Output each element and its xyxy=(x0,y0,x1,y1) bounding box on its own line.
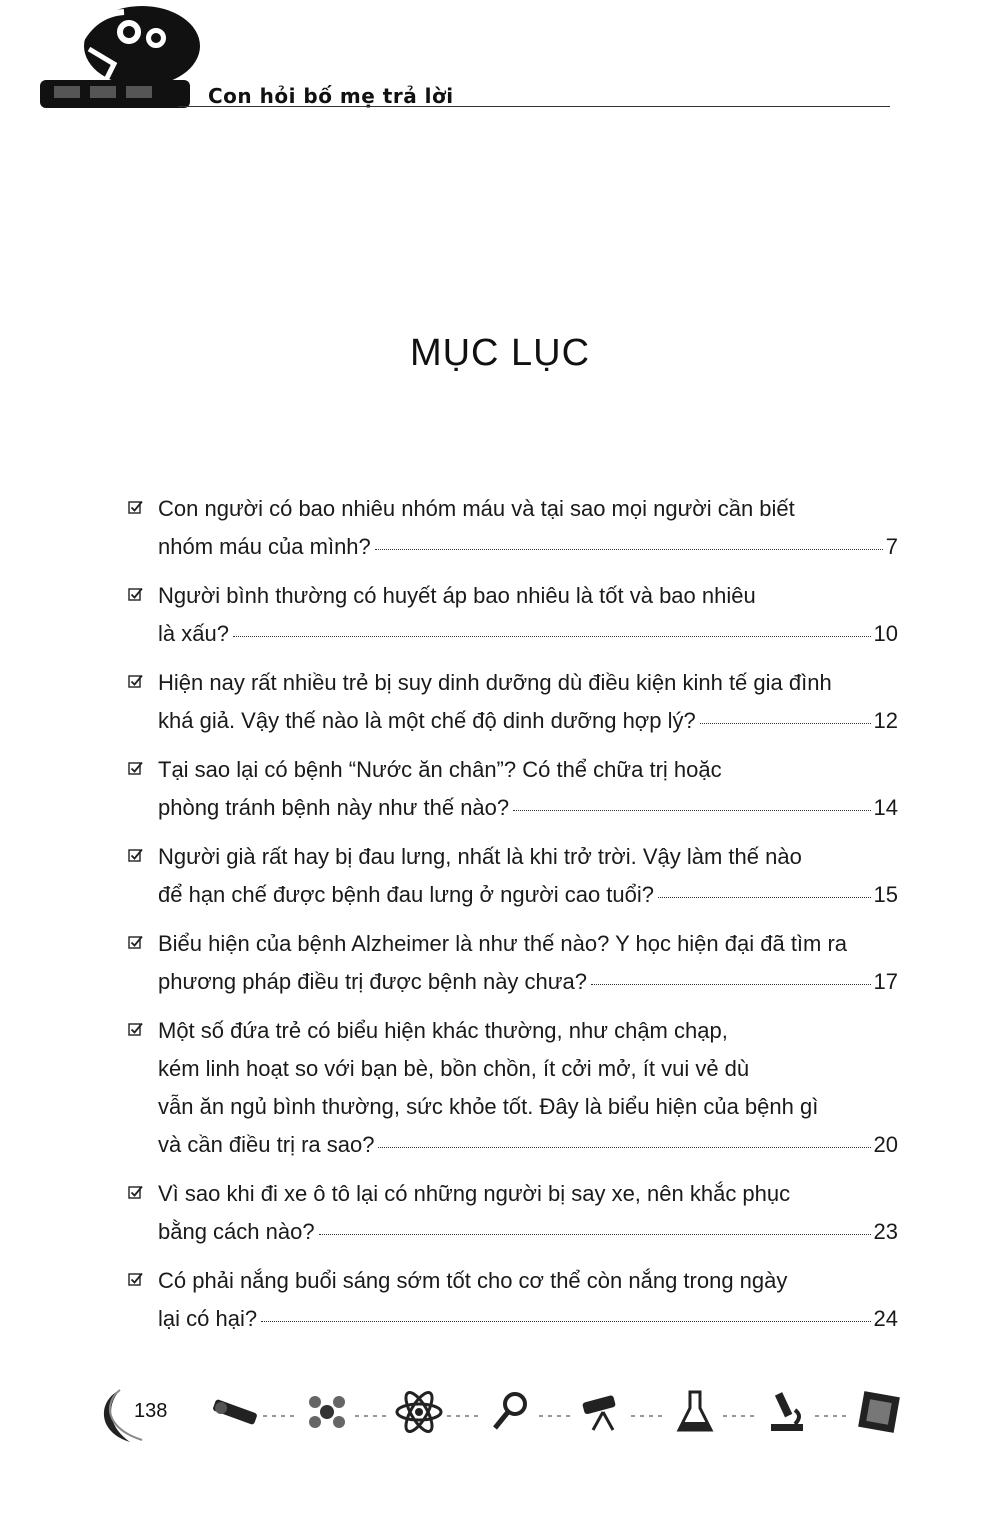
toc-entry[interactable] xyxy=(128,751,898,827)
flask-icon xyxy=(679,1392,711,1430)
dot-leader xyxy=(261,1321,870,1322)
toc-entry[interactable] xyxy=(128,664,898,740)
microscope-icon xyxy=(771,1392,803,1431)
toc-entry-text: phòng tránh bệnh này như thế nào? xyxy=(158,795,510,820)
toc-page-number: 14 xyxy=(873,795,898,820)
toc-entry-text: nhóm máu của mình? xyxy=(158,534,371,559)
dot-leader xyxy=(700,723,871,724)
toc-entry-text: Một số đứa trẻ có biểu hiện khác thường, như chậm chạp, xyxy=(158,1018,728,1043)
toc-entry-text: là xấu? xyxy=(158,621,229,646)
atom-icon xyxy=(397,1389,441,1435)
toc-entry-last-line xyxy=(158,1300,898,1338)
toc-entry-text: Có phải nắng buổi sáng sớm tốt cho cơ thể còn nắng trong ngày xyxy=(158,1268,788,1293)
toc-entry-text: Con người có bao nhiêu nhóm máu và tại sao mọi người cần biết xyxy=(158,496,795,521)
toc-entry-text: Vì sao khi đi xe ô tô lại có những người bị say xe, nên khắc phục xyxy=(158,1181,791,1206)
page-header xyxy=(30,0,900,120)
telescope-icon xyxy=(582,1395,616,1430)
toc-entry-text: và cần điều trị ra sao? xyxy=(158,1132,375,1157)
toc-entry[interactable] xyxy=(128,577,898,653)
toc-entry[interactable] xyxy=(128,925,898,1001)
toc-entry-last-line xyxy=(158,963,898,1001)
toc-entry-text: Hiện nay rất nhiều trẻ bị suy dinh dưỡng dù điều kiện kinh tế gia đình xyxy=(158,670,832,695)
toc-entry-text: Người già rất hay bị đau lưng, nhất là khi trở trời. Vậy làm thế nào xyxy=(158,844,802,869)
toc-entry-last-line xyxy=(158,702,898,740)
page-footer xyxy=(90,1380,910,1450)
toc-page-number: 7 xyxy=(885,534,898,559)
checkbox-checked-icon xyxy=(128,935,143,950)
checkbox-checked-icon xyxy=(128,674,143,689)
computer-chip-icon xyxy=(858,1391,900,1433)
toc-list xyxy=(128,490,898,1349)
toc-entry-last-line xyxy=(158,876,898,914)
dot-leader xyxy=(375,549,883,550)
checkbox-checked-icon xyxy=(128,1272,143,1287)
dot-leader xyxy=(513,810,870,811)
toc-entry[interactable] xyxy=(128,490,898,566)
toc-title: MỤC LỤC xyxy=(409,332,591,374)
toc-entry-text: Người bình thường có huyết áp bao nhiêu là tốt và bao nhiêu xyxy=(158,583,756,608)
toc-entry-last-line xyxy=(158,615,898,653)
page-number: 138 xyxy=(134,1400,168,1422)
toc-entry-text: Tại sao lại có bệnh “Nước ăn chân”? Có thể chữa trị hoặc xyxy=(158,757,722,782)
dot-leader xyxy=(591,984,871,985)
dot-leader xyxy=(233,636,871,637)
toc-entry-text: phương pháp điều trị được bệnh này chưa? xyxy=(158,969,587,994)
dot-leader xyxy=(658,897,871,898)
toc-entry[interactable] xyxy=(128,1262,898,1338)
checkbox-checked-icon xyxy=(128,1022,143,1037)
toc-page-number: 23 xyxy=(873,1219,898,1244)
science-icons-strip xyxy=(205,1380,905,1450)
header-divider xyxy=(178,106,890,107)
toc-page-number: 20 xyxy=(873,1132,898,1157)
toc-entry-last-line xyxy=(158,789,898,827)
checkbox-checked-icon xyxy=(128,500,143,515)
toc-page-number: 10 xyxy=(873,621,898,646)
molecule-icon xyxy=(309,1396,345,1428)
toc-entry-text: Biểu hiện của bệnh Alzheimer là như thế nào? Y học hiện đại đã tìm ra xyxy=(158,931,848,956)
toc-entry-text: khá giả. Vậy thế nào là một chế độ dinh dưỡng hợp lý? xyxy=(158,708,696,733)
checkbox-checked-icon xyxy=(128,848,143,863)
scientist-mascot-icon xyxy=(34,4,204,112)
toc-entry[interactable] xyxy=(128,1175,898,1251)
toc-page-number: 17 xyxy=(873,969,898,994)
satellite-icon xyxy=(212,1399,257,1425)
header-title: Con hỏi bố mẹ trả lời xyxy=(208,84,454,108)
toc-entry-text: để hạn chế được bệnh đau lưng ở người cao tuổi? xyxy=(158,882,655,907)
toc-entry-text: kém linh hoạt so với bạn bè, bồn chồn, ít cởi mở, ít vui vẻ dù xyxy=(158,1056,750,1081)
dot-leader xyxy=(378,1147,870,1148)
checkbox-checked-icon xyxy=(128,761,143,776)
checkbox-checked-icon xyxy=(128,1185,143,1200)
toc-entry-last-line xyxy=(158,1126,898,1164)
toc-entry-text: lại có hại? xyxy=(158,1306,258,1331)
toc-entry-text: vẫn ăn ngủ bình thường, sức khỏe tốt. Đây là biểu hiện của bệnh gì xyxy=(158,1094,819,1119)
dot-leader xyxy=(319,1234,871,1235)
toc-entry[interactable] xyxy=(128,838,898,914)
toc-page-number: 15 xyxy=(873,882,898,907)
toc-entry-last-line xyxy=(158,1213,898,1251)
toc-entry[interactable] xyxy=(128,1012,898,1164)
toc-page-number: 24 xyxy=(873,1306,898,1331)
toc-page-number: 12 xyxy=(873,708,898,733)
checkbox-checked-icon xyxy=(128,587,143,602)
magnifier-icon xyxy=(495,1394,525,1428)
toc-entry-last-line xyxy=(158,528,898,566)
toc-entry-text: bằng cách nào? xyxy=(158,1219,315,1244)
